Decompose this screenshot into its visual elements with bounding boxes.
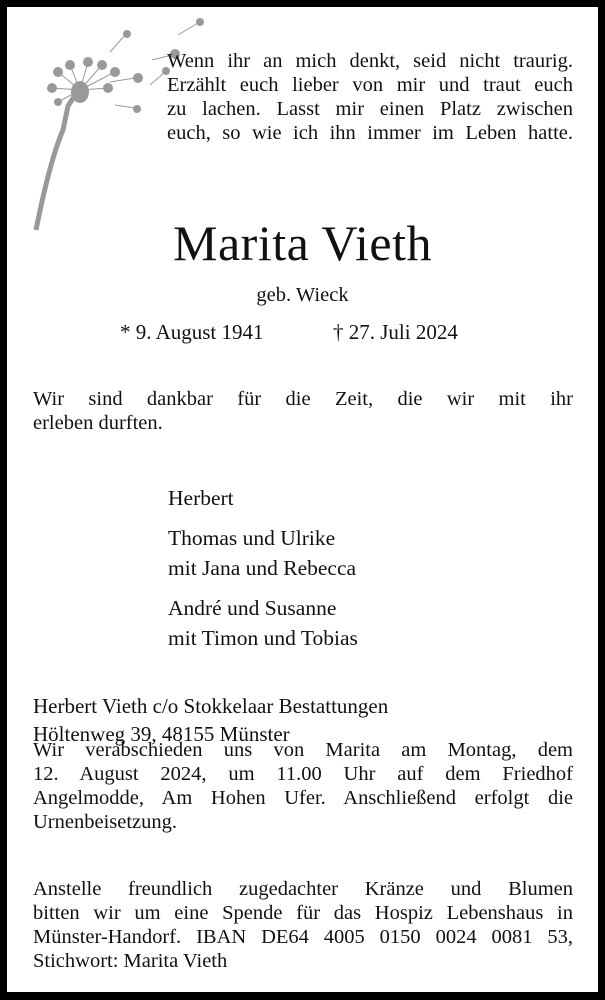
ceremony-line: Urnenbeisetzung. <box>33 811 178 833</box>
donation-line: Münster-Handorf. IBAN DE64 4005 0150 0024 0081 53, <box>33 926 573 948</box>
ceremony-line: Angelmodde, Am Hohen Ufer. Anschließend erfolgt die <box>33 787 573 809</box>
donation-line: Stichwort: Marita Vieth <box>33 950 228 972</box>
address-line: Herbert Vieth c/o Stokkelaar Bestattungen <box>33 694 389 718</box>
thanks-text <box>33 387 573 435</box>
quote-line: Wenn ihr an mich denkt, seid nicht traurig. <box>167 50 573 72</box>
mourner-group <box>168 593 358 653</box>
mourner-line: mit Jana und Rebecca <box>168 556 357 580</box>
thanks-line: Wir sind dankbar für die Zeit, die wir mit ihr <box>33 388 573 410</box>
mourner-line: mit Timon und Tobias <box>168 626 358 650</box>
ceremony-line: 12. August 2024, um 11.00 Uhr auf dem Friedhof <box>33 763 573 785</box>
death-date: † 27. Juli 2024 <box>333 320 458 344</box>
quote-line: Erzählt euch lieber von mir und traut euch <box>167 74 573 96</box>
mourner-group <box>168 483 358 513</box>
donation-line: bitten wir um eine Spende für das Hospiz Lebenshaus in <box>33 902 573 924</box>
birth-date: * 9. August 1941 <box>120 320 264 344</box>
mourner-group <box>168 523 358 583</box>
quote-line: zu lachen. Lasst mir einen Platz zwischen <box>167 98 573 120</box>
mourner-line: André und Susanne <box>168 596 337 620</box>
ceremony-info <box>33 738 573 834</box>
maiden-name: geb. Wieck <box>256 284 349 306</box>
donation-line: Anstelle freundlich zugedachter Kränze und Blumen <box>33 878 573 900</box>
quote <box>167 49 573 145</box>
mourners <box>168 483 358 663</box>
mourner-line: Herbert <box>168 486 234 510</box>
mourner-line: Thomas und Ulrike <box>168 526 336 550</box>
deceased-name: Marita Vieth <box>173 215 432 271</box>
thanks-line: erleben durften. <box>33 412 163 434</box>
address-line: Höltenweg 39, 48155 Münster <box>33 722 290 746</box>
ceremony-line: Wir verabschieden uns von Marita am Montag, dem <box>33 739 573 761</box>
quote-line: euch, so wie ich ihn immer im Leben hatte. <box>167 122 573 144</box>
donation-info <box>33 877 573 973</box>
